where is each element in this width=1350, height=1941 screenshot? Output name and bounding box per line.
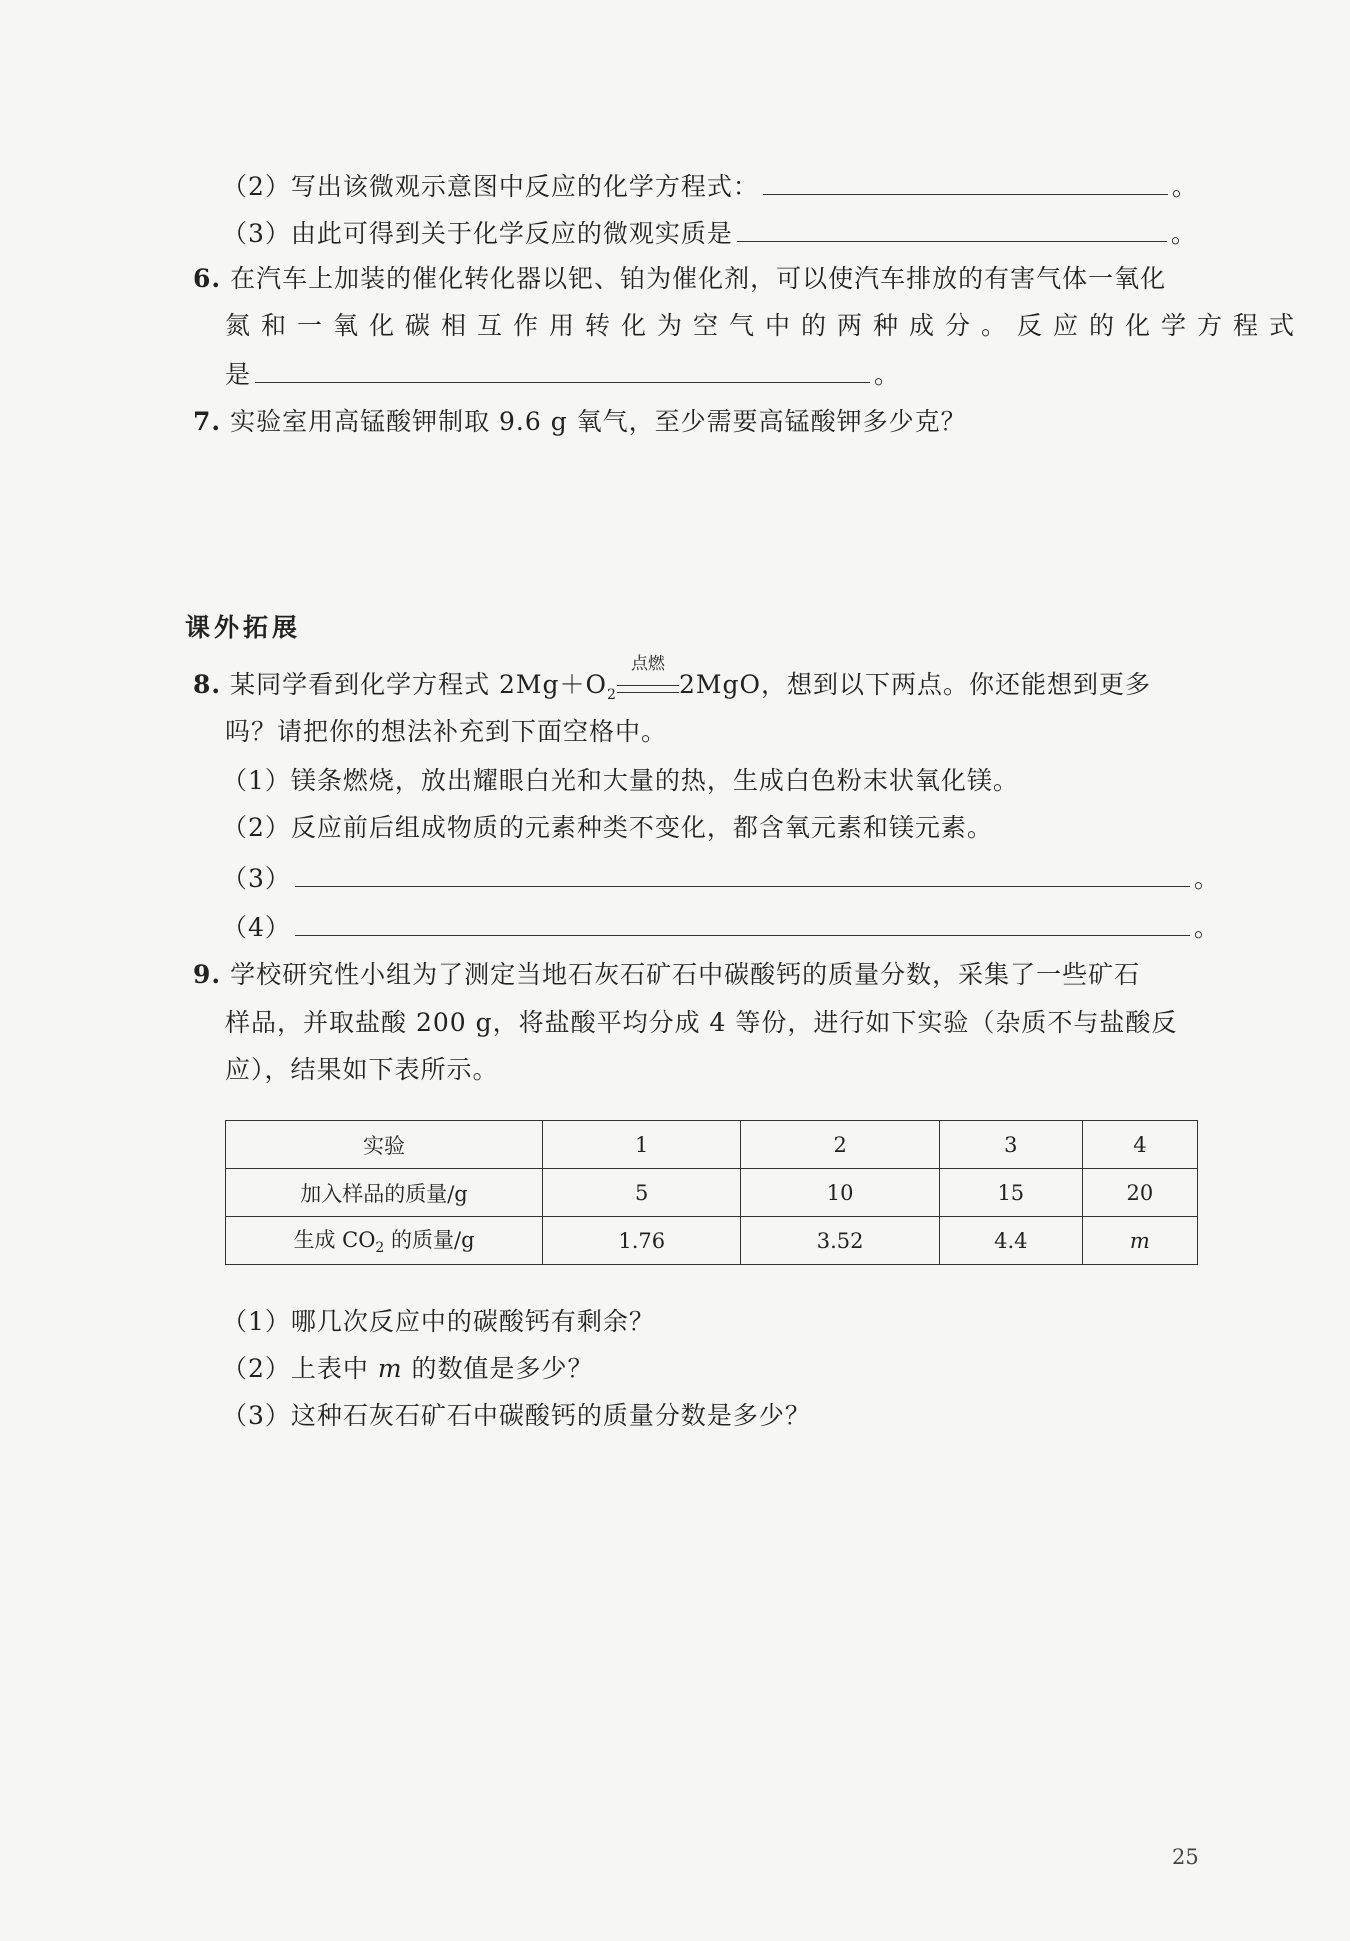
table-cell: 1.76 [543,1217,741,1265]
q8-part2-text: 反应前后组成物质的元素种类不变化，都含氧元素和镁元素。 [290,813,993,842]
table-cell: 15 [939,1169,1082,1217]
q8-reaction-arrow [617,654,679,693]
q8-part3 [222,860,1220,896]
q5-part2-label: （2） [222,172,291,201]
q8-line2 [225,715,667,749]
q9-part1 [222,1305,655,1339]
q9-results-table [225,1120,1198,1265]
q5-part2-text: 写出该微观示意图中反应的化学方程式： [290,172,759,201]
q5-part2-answer-blank[interactable] [763,168,1168,195]
q9-part2 [222,1352,594,1386]
q8-text-line2: 吗？请把你的想法补充到下面空格中。 [225,717,668,746]
q8-part1-text: 镁条燃烧，放出耀眼白光和大量的热，生成白色粉末状氧化镁。 [290,766,1019,795]
q9-part1-label: （1） [222,1307,291,1336]
q9-line1 [193,958,1140,992]
q8-part4 [222,909,1220,945]
table-row [226,1121,1198,1169]
q6-answer-blank[interactable] [255,356,870,383]
q9-part2-label: （2） [222,1354,291,1383]
q8-part3-answer-blank[interactable] [295,860,1190,887]
q6-end: 。 [874,360,901,389]
q8-reaction-condition: 点燃 [630,654,665,674]
q5-part2-end: 。 [1171,172,1198,201]
q9-text-line1: 学校研究性小组为了测定当地石灰石矿石中碳酸钙的质量分数，采集了一些矿石 [230,960,1141,989]
q8-part4-end: 。 [1193,913,1220,942]
table-cell-unknown-m: m [1082,1217,1197,1265]
q7-text: 实验室用高锰酸钾制取 9.6 g 氧气，至少需要高锰酸钾多少克？ [230,407,967,436]
q8-equals-bars [617,685,679,693]
page-number: 25 [1172,1845,1199,1869]
table-cell-co2-label [226,1217,543,1265]
table-row [226,1217,1198,1265]
q9-part3-label: （3） [222,1401,291,1430]
table-row [226,1169,1198,1217]
q5-part3-answer-blank[interactable] [737,215,1167,242]
q6-line3 [225,356,900,392]
q5-part3 [222,215,1197,251]
q9-part2-text-post: 的数值是多少？ [402,1354,594,1383]
q9-part2-text-pre: 上表中 [290,1354,378,1383]
q8-part2 [222,811,993,845]
q6-text-line2: 氮和一氧化碳相互作用转化为空气中的两种成分。反应的化学方程式 [225,311,1306,340]
q5-part3-end: 。 [1170,219,1197,248]
q8-text-post: 2MgO，想到以下两点。你还能想到更多 [678,670,1151,699]
section-title: 课外拓展 [185,613,302,642]
q8-part3-end: 。 [1193,864,1220,893]
q7-line [193,405,967,439]
q9-text-line3: 应），结果如下表所示。 [225,1055,499,1084]
q9-line2 [225,1006,1177,1040]
q9-part3 [222,1399,811,1433]
co2-label-pre: 生成 CO [293,1228,376,1253]
q9-part2-variable: m [377,1354,403,1383]
table-cell: 3.52 [741,1217,939,1265]
table-header-cell: 3 [939,1121,1082,1169]
q5-part2 [222,168,1198,204]
q8-text-pre: 某同学看到化学方程式 2Mg＋O [230,670,608,699]
co2-label-post: 的质量/g [384,1228,475,1253]
q8-o2-subscript: 2 [607,687,617,703]
co2-subscript: 2 [375,1240,385,1257]
q8-part1 [222,764,1019,798]
table-header-cell: 1 [543,1121,741,1169]
table-header-cell: 2 [741,1121,939,1169]
q9-part3-text: 这种石灰石矿石中碳酸钙的质量分数是多少？ [290,1401,811,1430]
q8-part3-label: （3） [222,864,291,893]
q9-part1-text: 哪几次反应中的碳酸钙有剩余？ [290,1307,655,1336]
table-header-cell: 4 [1082,1121,1197,1169]
q6-number: 6. [193,264,222,293]
table-cell: 加入样品的质量/g [226,1169,543,1217]
table-header-cell: 实验 [226,1121,543,1169]
q9-line3 [225,1053,499,1087]
table-cell: 10 [741,1169,939,1217]
q8-part4-label: （4） [222,913,291,942]
q5-part3-label: （3） [222,219,291,248]
table-cell: 20 [1082,1169,1197,1217]
q8-line1 [193,654,1151,712]
table-cell: 5 [543,1169,741,1217]
q8-number: 8. [193,670,222,699]
q9-text-line2: 样品，并取盐酸 200 g，将盐酸平均分成 4 等份，进行如下实验（杂质不与盐酸反 [225,1008,1178,1037]
q5-part3-text: 由此可得到关于化学反应的微观实质是 [290,219,733,248]
q9-number: 9. [193,960,222,989]
q6-line1 [193,262,1166,296]
q6-text-line3: 是 [225,360,252,389]
q6-line2 [225,309,1306,343]
q6-text-line1: 在汽车上加装的催化转化器以钯、铂为催化剂，可以使汽车排放的有害气体一氧化 [230,264,1167,293]
table-cell: 4.4 [939,1217,1082,1265]
q8-part1-label: （1） [222,766,291,795]
q8-part4-answer-blank[interactable] [295,909,1190,936]
q8-part2-label: （2） [222,813,291,842]
q7-number: 7. [193,407,222,436]
